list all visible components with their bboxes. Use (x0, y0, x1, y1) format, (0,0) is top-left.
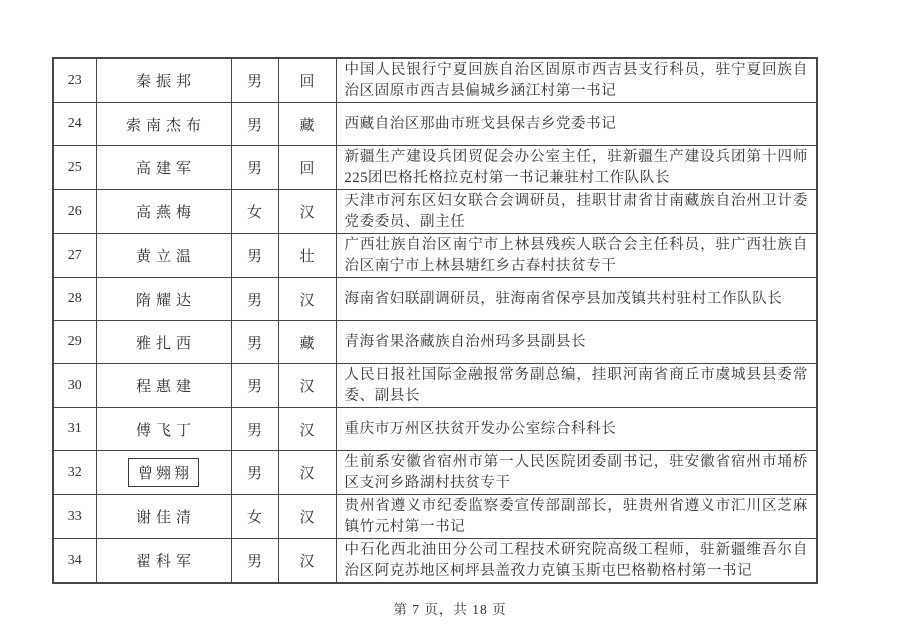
position-description: 新疆生产建设兵团贸促会办公室主任，驻新疆生产建设兵团第十四师225团巴格托格拉克村第一书记兼驻村工作队队长 (336, 146, 817, 190)
position-description: 广西壮族自治区南宁市上林县残疾人联合会主任科员，驻广西壮族自治区南宁市上林县塘红乡古春村扶贫专干 (336, 234, 817, 278)
table-row (53, 190, 817, 234)
ethnicity: 汉 (278, 364, 336, 408)
position-description: 中石化西北油田分公司工程技术研究院高级工程师，驻新疆维吾尔自治区阿克苏地区柯坪县盖孜力克镇玉斯屯巴格勒格村第一书记 (336, 539, 817, 584)
person-name: 隋耀达 (135, 292, 196, 309)
gender: 男 (231, 321, 278, 364)
row-number: 33 (53, 495, 96, 539)
table-row (53, 278, 817, 321)
table-row (53, 495, 817, 539)
ethnicity: 汉 (278, 495, 336, 539)
ethnicity: 汉 (278, 278, 336, 321)
table-row (53, 146, 817, 190)
gender: 男 (231, 103, 278, 146)
gender: 男 (231, 58, 278, 103)
page-number-footer: 第 7 页，共 18 页 (393, 602, 507, 617)
person-name: 曾翙翔 (128, 458, 199, 487)
person-name-cell (96, 495, 231, 539)
ethnicity: 汉 (278, 451, 336, 495)
ethnicity: 藏 (278, 321, 336, 364)
row-number: 32 (53, 451, 96, 495)
person-name-cell (96, 278, 231, 321)
ethnicity: 回 (278, 146, 336, 190)
person-name-cell (96, 234, 231, 278)
person-name: 雅扎西 (135, 335, 196, 352)
gender: 男 (231, 278, 278, 321)
person-name: 高燕梅 (135, 205, 196, 221)
table-row (53, 364, 817, 408)
person-name-cell (96, 364, 231, 408)
ethnicity: 汉 (278, 408, 336, 451)
person-name-cell (96, 321, 231, 364)
position-description: 青海省果洛藏族自治州玛多县副县长 (336, 321, 817, 364)
person-name-cell (96, 408, 231, 451)
person-name-cell (96, 539, 231, 584)
person-name: 傅飞丁 (135, 422, 196, 439)
ethnicity: 汉 (278, 190, 336, 234)
person-name: 黄立温 (135, 249, 196, 265)
row-number: 23 (53, 58, 96, 103)
table-row (53, 321, 817, 364)
position-description: 重庆市万州区扶贫开发办公室综合科科长 (336, 408, 817, 451)
person-name-cell (96, 451, 231, 495)
ethnicity: 汉 (278, 539, 336, 584)
row-number: 24 (53, 103, 96, 146)
row-number: 30 (53, 364, 96, 408)
person-name: 谢佳清 (135, 510, 196, 526)
position-description: 贵州省遵义市纪委监察委宣传部副部长，驻贵州省遵义市汇川区芝麻镇竹元村第一书记 (336, 495, 817, 539)
gender: 男 (231, 364, 278, 408)
position-description: 中国人民银行宁夏回族自治区固原市西吉县支行科员，驻宁夏回族自治区固原市西吉县偏城乡涵江村第一书记 (336, 58, 817, 103)
row-number: 26 (53, 190, 96, 234)
person-name-cell (96, 103, 231, 146)
table-row (53, 539, 817, 584)
gender: 女 (231, 190, 278, 234)
person-name: 高建军 (135, 161, 196, 177)
ethnicity: 壮 (278, 234, 336, 278)
position-description: 海南省妇联副调研员，驻海南省保亭县加茂镇共村驻村工作队队长 (336, 278, 817, 321)
row-number: 28 (53, 278, 96, 321)
ethnicity: 藏 (278, 103, 336, 146)
table-row (53, 103, 817, 146)
row-number: 29 (53, 321, 96, 364)
position-description: 生前系安徽省宿州市第一人民医院团委副书记，驻安徽省宿州市埇桥区支河乡路湖村扶贫专干 (336, 451, 817, 495)
table-row (53, 451, 817, 495)
person-name: 翟科军 (135, 554, 196, 570)
gender: 男 (231, 539, 278, 584)
position-description: 天津市河东区妇女联合会调研员，挂职甘肃省甘南藏族自治州卫计委党委委员、副主任 (336, 190, 817, 234)
person-name: 秦振邦 (135, 74, 196, 90)
row-number: 27 (53, 234, 96, 278)
table-row (53, 58, 817, 103)
person-name-cell (96, 146, 231, 190)
position-description: 西藏自治区那曲市班戈县保吉乡党委书记 (336, 103, 817, 146)
gender: 男 (231, 234, 278, 278)
position-description: 人民日报社国际金融报常务副总编，挂职河南省商丘市虞城县县委常委、副县长 (336, 364, 817, 408)
gender: 男 (231, 408, 278, 451)
gender: 男 (231, 146, 278, 190)
gender: 女 (231, 495, 278, 539)
person-name-cell (96, 58, 231, 103)
row-number: 31 (53, 408, 96, 451)
person-name: 程惠建 (135, 379, 196, 395)
roster-table (52, 57, 818, 584)
person-name-cell (96, 190, 231, 234)
row-number: 25 (53, 146, 96, 190)
row-number: 34 (53, 539, 96, 584)
person-name: 索南杰布 (125, 117, 206, 134)
table-row (53, 234, 817, 278)
table-row (53, 408, 817, 451)
ethnicity: 回 (278, 58, 336, 103)
gender: 男 (231, 451, 278, 495)
